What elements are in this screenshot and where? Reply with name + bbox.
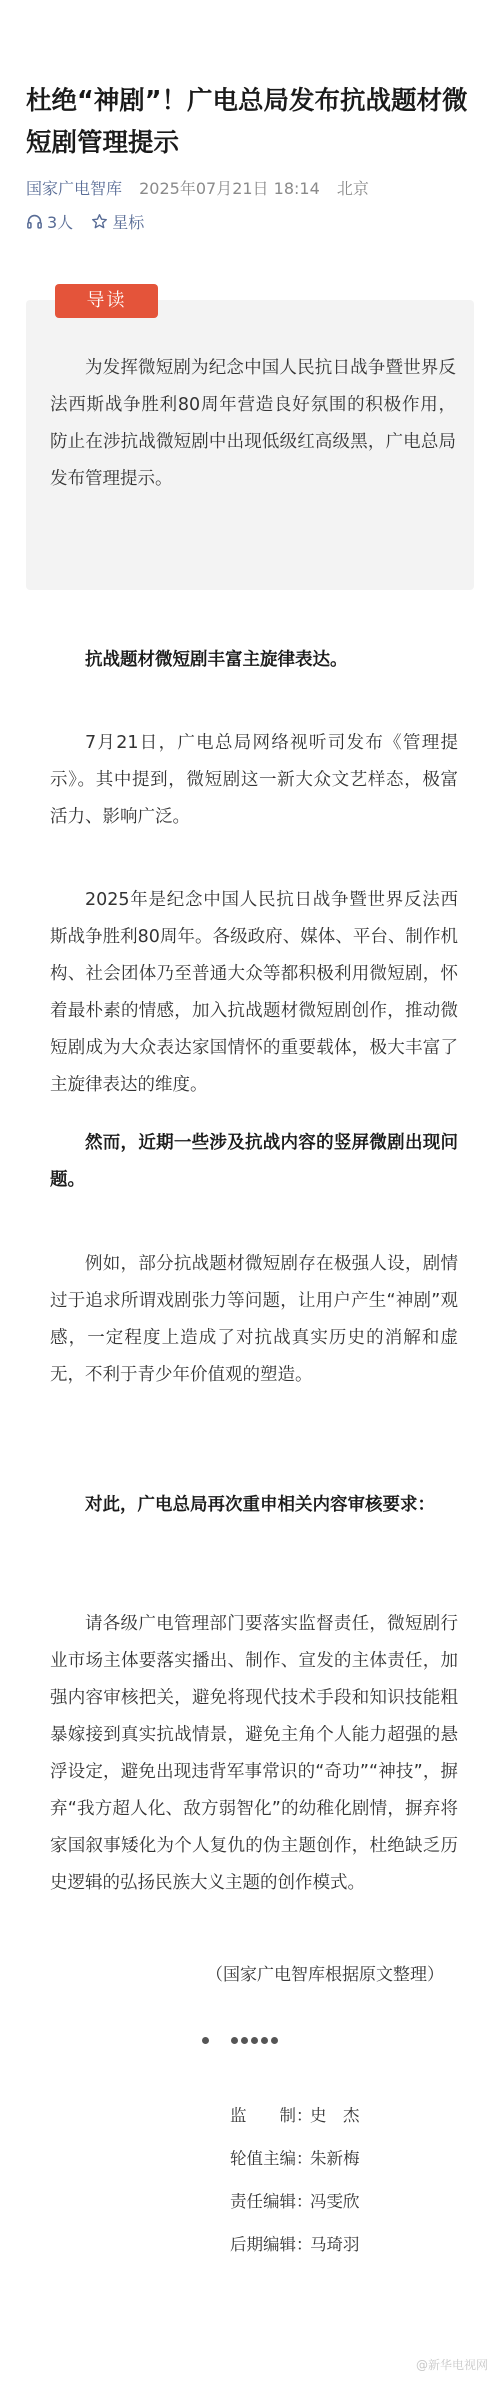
credit-label: 后期编辑 — [230, 2234, 296, 2254]
watermark — [416, 2356, 488, 2373]
section-heading: 抗战题材微短剧丰富主旋律表达。 — [85, 650, 348, 670]
credit-name: 冯雯欣 — [310, 2191, 360, 2211]
source-note: （国家广电智库根据原文整理） — [206, 1965, 444, 1985]
star-icon — [91, 213, 108, 230]
credit-row: 责任编辑 ： 冯雯欣 — [178, 2178, 458, 2221]
credit-label: 轮值主编 — [230, 2148, 296, 2168]
watermark-text: @新华电视网 — [415, 2358, 488, 2372]
divider-dots — [202, 2037, 281, 2044]
credit-label: 监 制 — [230, 2105, 296, 2125]
article-stats — [26, 210, 162, 233]
divider-dot — [241, 2037, 248, 2044]
section-heading: 然而，近期一些涉及抗战内容的竖屏微剧出现问题。 — [50, 1133, 458, 1190]
divider-dot — [251, 2037, 258, 2044]
divider-dot — [231, 2037, 238, 2044]
credit-name: 朱新梅 — [310, 2148, 360, 2168]
guide-tag: 导读 — [55, 284, 158, 318]
credits-list — [178, 2092, 458, 2264]
credit-row: 监 制 ： 史 杰 — [178, 2092, 458, 2135]
body-paragraph: 请各级广电管理部门要落实监督责任，微短剧行业市场主体要落实播出、制作、宣发的主体责任，加强内容审核把关，避免将现代技术手段和知识技能粗暴嫁接到真实抗战情景，避免主角个人能力超强的悬浮设定，避免出现违背军事常识的“奇功”“神技”，摒弃“我方超人化、敌方弱智化”的幼稚化剧情，摒弃将家国叙事矮化为个人复仇的伪主题创作，杜绝缺乏历史逻辑的弘扬民族大义主题的创作模式。 — [50, 1614, 458, 1893]
article-meta — [26, 176, 369, 199]
body-paragraph: 7月21日，广电总局网络视听司发布《管理提示》。其中提到，微短剧这一新大众文艺样态，极富活力、影响广泛。 — [50, 733, 458, 827]
publish-location: 北京 — [336, 179, 369, 198]
listen-button[interactable] — [26, 210, 73, 233]
article-title: 杜绝“神剧”！广电总局发布抗战题材微短剧管理提示 — [26, 86, 468, 158]
credit-name: 马琦羽 — [310, 2234, 360, 2254]
guide-text: 为发挥微短剧为纪念中国人民抗日战争暨世界反法西斯战争胜利80周年营造良好氛围的积极作用，防止在涉抗战微短剧中出现低级红高级黑，广电总局发布管理提示。 — [50, 358, 456, 489]
publish-date: 2025年07月21日 18:14 — [139, 179, 320, 198]
credit-row: 轮值主编 ： 朱新梅 — [178, 2135, 458, 2178]
body-paragraph: 例如，部分抗战题材微短剧存在极强人设，剧情过于追求所谓戏剧张力等问题，让用户产生“神剧”观感，一定程度上造成了对抗战真实历史的消解和虚无，不利于青少年价值观的塑造。 — [50, 1254, 458, 1385]
credit-label: 责任编辑 — [230, 2191, 296, 2211]
divider-dot — [271, 2037, 278, 2044]
listener-count: 3人 — [47, 213, 74, 232]
headphones-icon — [26, 213, 43, 230]
credit-name: 史 杰 — [310, 2105, 360, 2125]
star-button[interactable] — [91, 210, 144, 233]
account-name-link[interactable]: 国家广电智库 — [26, 179, 123, 198]
divider-dot — [261, 2037, 268, 2044]
section-heading: 对此，广电总局再次重申相关内容审核要求： — [85, 1495, 435, 1515]
body-paragraph: 2025年是纪念中国人民抗日战争暨世界反法西斯战争胜利80周年。各级政府、媒体、平台、制作机构、社会团体乃至普通大众等都积极利用微短剧，怀着最朴素的情感，加入抗战题材微短剧创作，推动微短剧成为大众表达家国情怀的重要载体，极大丰富了主旋律表达的维度。 — [50, 890, 458, 1095]
divider-dot — [202, 2037, 209, 2044]
star-label: 星标 — [112, 213, 145, 232]
credit-row: 后期编辑 ： 马琦羽 — [178, 2221, 458, 2264]
